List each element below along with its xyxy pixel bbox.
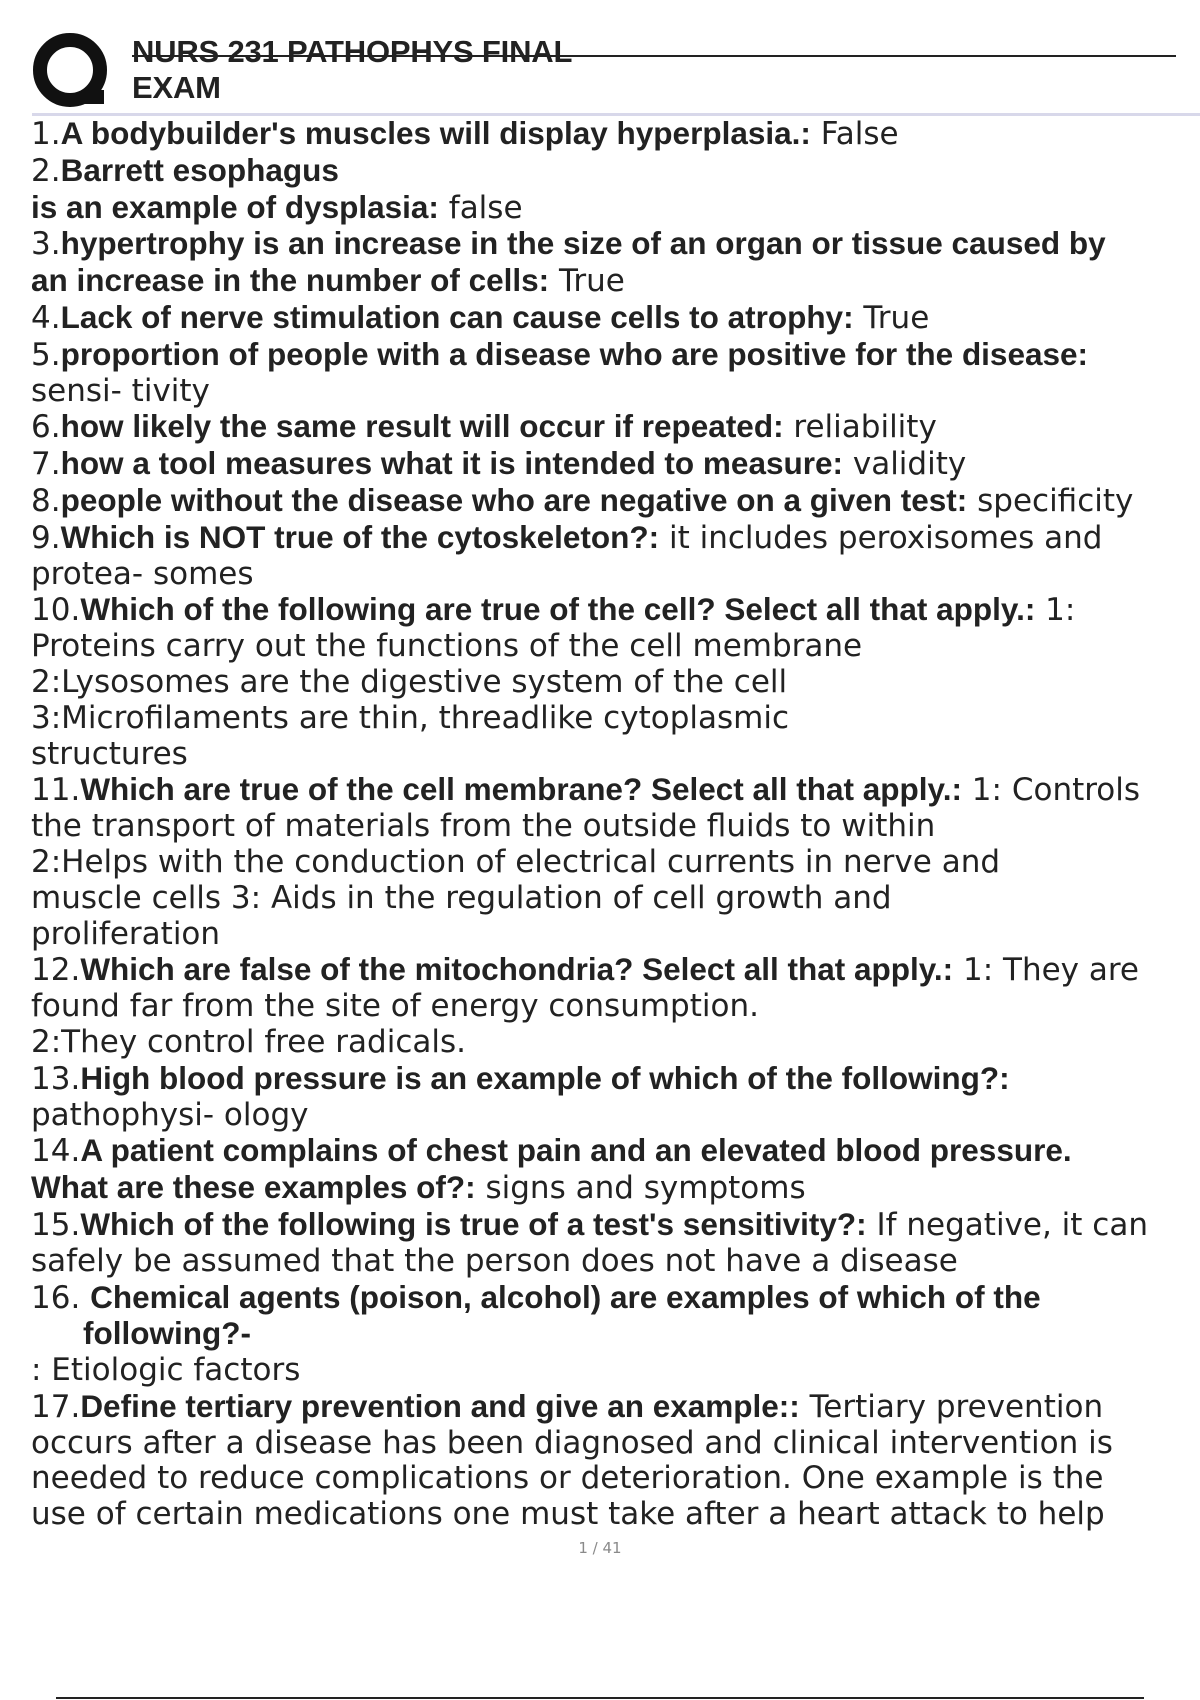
question-number: 15. (31, 1206, 81, 1243)
text-line (31, 1098, 1181, 1134)
text-line (31, 446, 1181, 483)
text-line (31, 520, 1181, 557)
text-line (31, 1061, 1181, 1098)
question-number: 17. (31, 1388, 81, 1425)
document-header (32, 30, 1200, 116)
question-number: 2. (31, 152, 61, 189)
text-line (31, 1426, 1181, 1462)
text-line (31, 1170, 1181, 1207)
text-line (31, 1316, 1181, 1353)
text-line (31, 917, 1181, 953)
answer-text: 2:Lysosomes are the digestive system of the cell (31, 663, 788, 700)
question-text: an increase in the number of cells: (31, 262, 550, 299)
answer-text: found far from the site of energy consumption. (31, 988, 759, 1025)
question-text: What are these examples of?: (31, 1169, 476, 1206)
page-indicator: 1 / 41 (578, 1539, 622, 1557)
answer-text: structures (31, 735, 188, 772)
answer-text: Proteins carry out the functions of the cell membrane (31, 628, 863, 665)
answer-text: occurs after a disease has been diagnosed and clinical intervention is (31, 1424, 1113, 1461)
text-line (31, 737, 1181, 773)
title-line-1: NURS 231 PATHOPHYS FINAL (132, 34, 573, 69)
answer-text: 1: They are (953, 952, 1140, 989)
q-logo-icon (32, 32, 112, 112)
question-text: Define tertiary prevention and give an example:: (80, 1387, 800, 1424)
question-text: Which are false of the mitochondria? Select all that apply.: (80, 951, 954, 988)
question-number: 6. (31, 409, 61, 446)
question-number: 11. (31, 772, 81, 809)
text-line (31, 1353, 1181, 1389)
question-text: hypertrophy is an increase in the size of an organ or tissue caused by (60, 225, 1106, 262)
text-line (31, 772, 1181, 809)
question-text: how a tool measures what it is intended to measure: (60, 445, 843, 482)
text-line (31, 1207, 1181, 1244)
text-line (31, 1244, 1181, 1280)
answer-text: it includes peroxisomes and (659, 519, 1103, 556)
text-line (31, 374, 1181, 410)
text-line (31, 1025, 1181, 1061)
answer-text: 2:They control free radicals. (31, 1023, 466, 1060)
question-text: Which of the following is true of a test's sensitivity?: (80, 1205, 867, 1242)
text-line (31, 1133, 1181, 1170)
question-text: A patient complains of chest pain and an elevated blood pressure. (80, 1132, 1072, 1169)
question-text: people without the disease who are negative on a given test: (60, 481, 968, 518)
text-line (31, 1461, 1181, 1497)
text-line (31, 337, 1181, 374)
answer-text: If negative, it can (866, 1206, 1148, 1243)
answer-text: safely be assumed that the person does not have a disease (31, 1242, 958, 1279)
text-line (31, 116, 1181, 153)
question-number: 9. (31, 519, 61, 556)
text-line (31, 263, 1181, 300)
text-line (31, 1280, 1181, 1317)
text-line (31, 701, 1181, 737)
text-line (31, 300, 1181, 337)
question-number: 5. (31, 336, 61, 373)
question-number: 3. (31, 226, 61, 263)
question-number: 8. (31, 482, 61, 519)
question-text: Which is NOT true of the cytoskeleton?: (60, 518, 660, 555)
answer-text: 3:Microfilaments are thin, threadlike cytoplasmic (31, 699, 789, 736)
text-line (31, 483, 1181, 520)
answer-text: pathophysi- ology (31, 1096, 309, 1133)
answer-text: specificity (967, 482, 1134, 519)
question-number: 14. (31, 1133, 81, 1170)
text-line (31, 629, 1181, 665)
question-text: proportion of people with a disease who are positive for the disease: (60, 335, 1089, 372)
answer-text: Tertiary prevention (799, 1388, 1104, 1425)
question-number: 12. (31, 952, 81, 989)
answer-text: reliability (783, 409, 937, 446)
question-text: Which of the following are true of the cell? Select all that apply.: (80, 591, 1036, 628)
question-text: High blood pressure is an example of which of the following?: (80, 1059, 1010, 1096)
answer-text: 2:Helps with the conduction of electrical currents in nerve and (31, 843, 1001, 880)
text-line (31, 989, 1181, 1025)
answer-text: True (549, 263, 625, 300)
text-line (31, 881, 1181, 917)
text-line (31, 809, 1181, 845)
text-line (31, 190, 1181, 227)
text-line (31, 952, 1181, 989)
question-text: Which are true of the cell membrane? Select all that apply.: (80, 771, 962, 808)
answer-text: the transport of materials from the outside fluids to within (31, 808, 936, 845)
text-line (31, 592, 1181, 629)
question-number: 7. (31, 446, 61, 483)
text-line (31, 226, 1181, 263)
question-number: 1. (31, 116, 61, 152)
answer-text: needed to reduce complications or deterioration. One example is the (31, 1460, 1104, 1497)
answer-text: proliferation (31, 915, 221, 952)
answer-text: True (853, 299, 930, 336)
answer-text: : Etiologic factors (31, 1352, 301, 1389)
text-line (31, 153, 1181, 190)
question-number: 13. (31, 1060, 81, 1097)
answer-text: 1: Controls (961, 772, 1141, 809)
question-number: 4. (31, 299, 61, 336)
question-list (31, 116, 1181, 1533)
question-text: following?- (83, 1315, 251, 1352)
footer-divider (56, 1697, 1144, 1699)
document-title (132, 34, 1172, 106)
answer-text: protea- somes (31, 555, 254, 592)
question-text: Barrett esophagus (60, 151, 339, 188)
text-line (31, 845, 1181, 881)
text-line (31, 1497, 1181, 1533)
question-text: how likely the same result will occur if repeated: (60, 408, 784, 445)
question-text: is an example of dysplasia: (31, 188, 439, 225)
title-line-2: EXAM (132, 70, 221, 105)
question-text: Lack of nerve stimulation can cause cells to atrophy: (60, 298, 854, 335)
text-line (31, 557, 1181, 593)
answer-text: signs and symptoms (475, 1170, 806, 1207)
answer-text: false (438, 189, 523, 226)
text-line (31, 1389, 1181, 1426)
answer-text: muscle cells 3: Aids in the regulation of cell growth and (31, 879, 892, 916)
answer-text: sensi- tivity (31, 372, 210, 409)
question-text: Chemical agents (poison, alcohol) are examples of which of the (90, 1278, 1041, 1315)
text-line (31, 665, 1181, 701)
question-number: 16. (31, 1279, 91, 1316)
answer-text: 1: (1035, 592, 1076, 629)
answer-text: False (810, 116, 899, 152)
answer-text: use of certain medications one must take after a heart attack to help (31, 1496, 1105, 1533)
question-text: A bodybuilder's muscles will display hyperplasia.: (60, 115, 811, 151)
text-line (31, 409, 1181, 446)
answer-text: validity (843, 446, 967, 483)
question-number: 10. (31, 592, 81, 629)
